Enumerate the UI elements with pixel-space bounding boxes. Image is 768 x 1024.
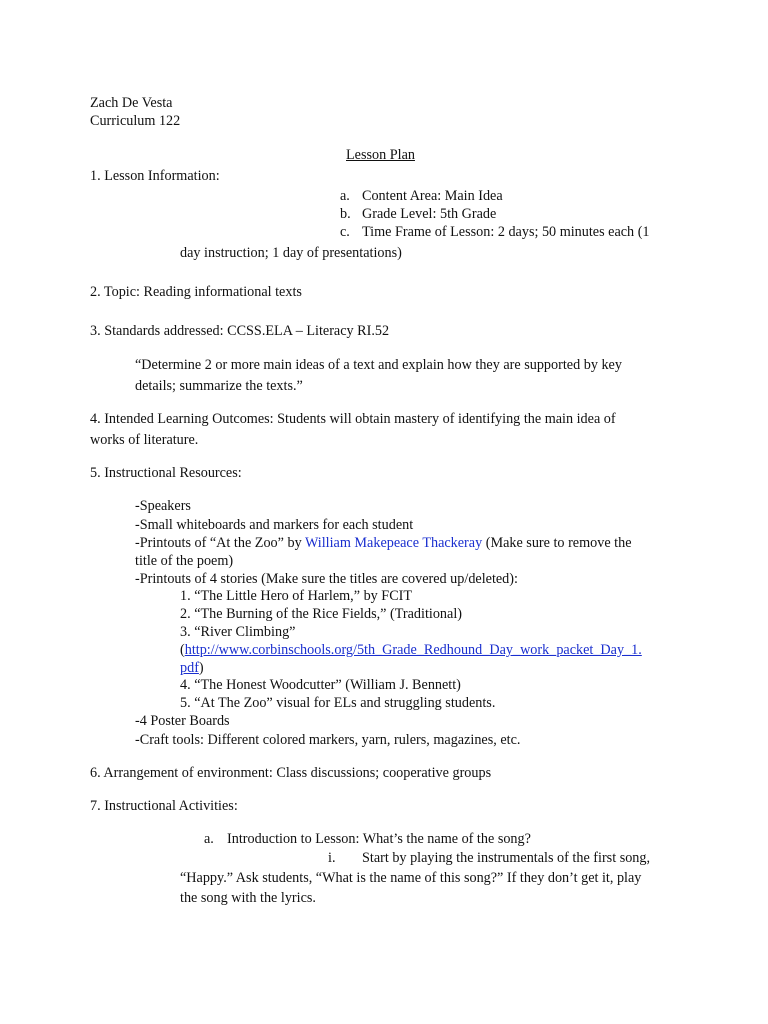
resource-item: -Craft tools: Different colored markers, yarn, rulers, magazines, etc. (135, 732, 521, 748)
time-frame-continuation: day instruction; 1 day of presentations) (180, 245, 402, 261)
lesson-info-heading: 1. Lesson Information: (90, 168, 220, 184)
resource-item: -Speakers (135, 498, 191, 514)
standard-quote-line: “Determine 2 or more main ideas of a text and explain how they are supported by key (135, 357, 622, 373)
story-item: 5. “At The Zoo” visual for ELs and struggling students. (180, 695, 496, 711)
list-marker: c. (340, 224, 350, 240)
resource-item: -Small whiteboards and markers for each student (135, 517, 414, 533)
url-paren: ) (198, 660, 204, 676)
page-title: Lesson Plan (346, 147, 415, 163)
topic-line: 2. Topic: Reading informational texts (90, 284, 302, 300)
author-name: Zach De Vesta (90, 95, 173, 111)
list-marker: i. (328, 850, 336, 866)
url-paren: ( (180, 642, 185, 658)
story-item: 3. “River Climbing” (180, 624, 296, 640)
activity-subitem-continuation: the song with the lyrics. (180, 890, 316, 906)
resource-item (135, 534, 632, 552)
story-item: 2. “The Burning of the Rice Fields,” (Traditional) (180, 606, 462, 622)
list-marker: a. (204, 831, 214, 847)
activity-subitem: Start by playing the instrumentals of the first song, (362, 850, 651, 866)
story-url-line (180, 659, 204, 677)
resource-item: -4 Poster Boards (135, 713, 230, 729)
story-item: 4. “The Honest Woodcutter” (William J. Bennett) (180, 677, 461, 693)
content-area-item: Content Area: Main Idea (362, 188, 503, 204)
activity-subitem-continuation: “Happy.” Ask students, “What is the name of this song?” If they don’t get it, play (180, 870, 642, 886)
learning-outcomes-line: works of literature. (90, 432, 199, 448)
story-item: 1. “The Little Hero of Harlem,” by FCIT (180, 588, 413, 604)
grade-level-item: Grade Level: 5th Grade (362, 206, 497, 222)
course-name: Curriculum 122 (90, 113, 181, 129)
resource-item: -Printouts of 4 stories (Make sure the titles are covered up/deleted): (135, 571, 518, 587)
resource-text: -Printouts of “At the Zoo” by (135, 535, 305, 551)
standard-quote-line: details; summarize the texts.” (135, 378, 303, 394)
author-link[interactable]: William Makepeace Thackeray (304, 535, 483, 551)
resource-item-continuation: title of the poem) (135, 553, 234, 569)
activities-heading: 7. Instructional Activities: (90, 798, 238, 814)
environment-line: 6. Arrangement of environment: Class discussions; cooperative groups (90, 765, 492, 781)
resource-text: (Make sure to remove the (482, 535, 632, 551)
resources-heading: 5. Instructional Resources: (90, 465, 242, 481)
activity-item: Introduction to Lesson: What’s the name of the song? (227, 831, 531, 847)
story-url-line (180, 641, 642, 659)
learning-outcomes-line: 4. Intended Learning Outcomes: Students will obtain mastery of identifying the main idea of (90, 411, 616, 427)
standards-heading: 3. Standards addressed: CCSS.ELA – Literacy RI.52 (90, 323, 390, 339)
list-marker: a. (340, 188, 350, 204)
story-url-link[interactable]: http://www.corbinschools.org/5th_Grade_Redhound_Day_work_packet_Day_1. (184, 642, 642, 658)
story-url-link[interactable]: pdf (180, 660, 199, 676)
time-frame-item: Time Frame of Lesson: 2 days; 50 minutes each (1 (362, 224, 650, 240)
list-marker: b. (340, 206, 351, 222)
